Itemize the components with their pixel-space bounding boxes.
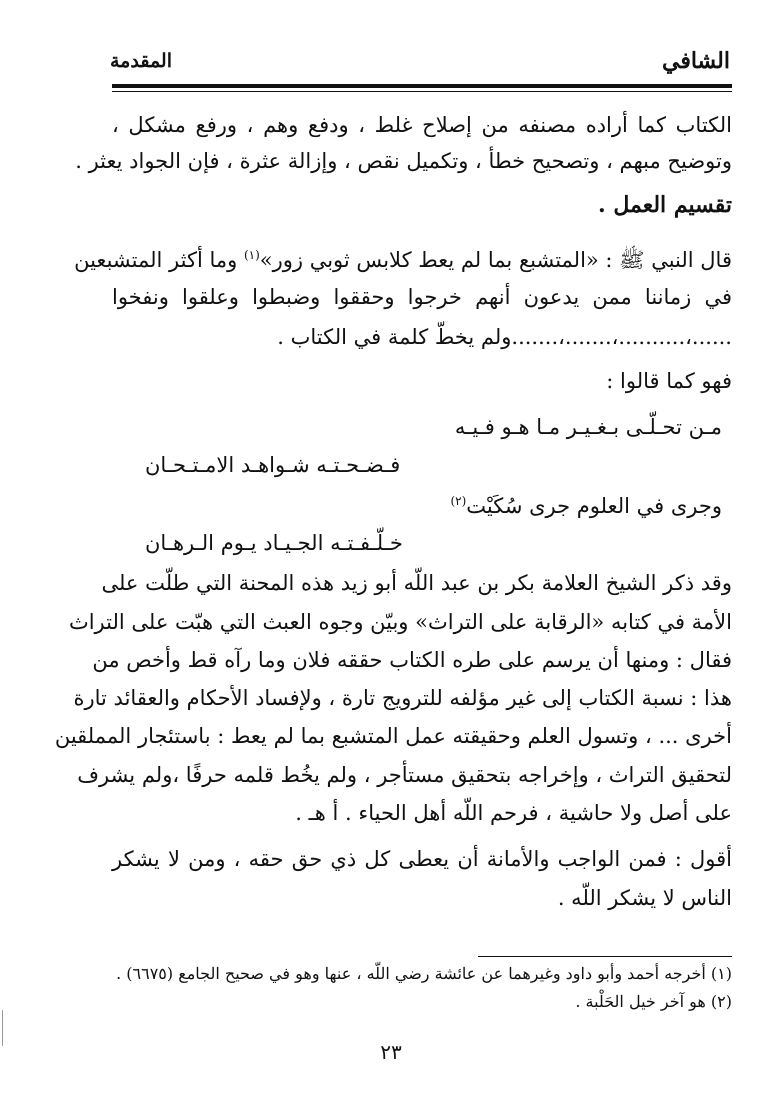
body-line: في زماننا ممن يدعون أنهم خرجوا وحققوا وضبطوا وعلقوا ونفخوا: [112, 285, 732, 309]
running-header: [110, 48, 730, 82]
verse-hemistich: مـن تحـلّـى بـغـيـر مـا هـو فـيـه: [454, 415, 722, 439]
body-line: على أصل ولا حاشية ، فرحم اللّه أهل الحياء . أ هـ .: [295, 801, 732, 825]
body-line: الأمة في كتابه «الرقابة على التراث» وبيّن وجوه العبث التي هبّت على التراث: [68, 610, 732, 634]
page-number: ٢٣: [380, 1040, 402, 1064]
verse-hemistich: خـلّـفـتـه الجـيـاد يـوم الـرهـان: [145, 531, 403, 555]
body-line: الناس لا يشكر اللّه .: [557, 886, 732, 910]
verse-hemistich: فـضـحـتـه شـواهـد الامـتـحـان: [145, 453, 401, 477]
body-line: فهو كما قالوا :: [606, 369, 732, 393]
section-title: المقدمة: [110, 50, 173, 72]
footnote-rule: [478, 956, 732, 957]
body-line: أخرى ... ، وتسول العلم وحقيقته عمل المتشبع بما لم يعط : باستئجار المملقين: [54, 724, 732, 748]
section-heading: تقسيم العمل .: [598, 192, 732, 218]
body-line: هذا : نسبة الكتاب إلى غير مؤلفه للترويج تارة ، ولإفساد الأحكام والعقائد تارة: [73, 686, 732, 710]
verse-hemistich: [450, 486, 722, 521]
footnote: (١) أخرجه أحمد وأبو داود وغيرهما عن عائشة رضي اللّه ، عنها وهو في صحيح الجامع (٦٦٧٥) .: [116, 964, 732, 983]
book-title: الشافي: [662, 48, 730, 74]
footnote-marker: (٢): [450, 494, 467, 508]
header-rule-thick: [112, 84, 732, 88]
hadith-continuation: وما أكثر المتشبعين: [74, 248, 238, 272]
body-line: وقد ذكر الشيخ العلامة بكر بن عبد اللّه أبو زيد هذه المحنة التي طلّت على: [101, 571, 732, 595]
body-line: ......،..........،.......،.......ولم يخطّ كلمة في الكتاب .: [277, 325, 732, 349]
body-line: فقال : ومنها أن يرسم على طره الكتاب حققه فلان وما رآه قط وأخص من: [92, 648, 732, 672]
verse-text: وجرى في العلوم جرى سُكَيْت: [466, 494, 722, 518]
body-line: الكتاب كما أراده مصنفه من إصلاح غلط ، ودفع وهم ، ورفع مشكل ،: [112, 113, 732, 137]
header-rule-thin: [112, 91, 732, 92]
footnote: (٢) هو آخر خيل الحَلْبة .: [575, 992, 732, 1011]
hadith-text: قال النبي ﷺ : «المتشبع بما لم يعط كلابس ثوبي زور»: [259, 248, 732, 272]
body-line: أقول : فمن الواجب والأمانة أن يعطى كل ذي حق حقه ، ومن لا يشكر: [112, 847, 732, 871]
footnote-marker: (١): [243, 248, 260, 262]
body-line: لتحقيق التراث ، وإخراجه بتحقيق مستأجر ، ولم يخُط قلمه حرفًا ،ولم يشرف: [77, 763, 732, 787]
body-line: [74, 240, 732, 275]
scan-edge-mark: [2, 1010, 3, 1046]
body-line: وتوضيح مبهم ، وتصحيح خطأ ، وتكميل نقص ، وإزالة عثرة ، فإن الجواد يعثر .: [75, 149, 732, 173]
